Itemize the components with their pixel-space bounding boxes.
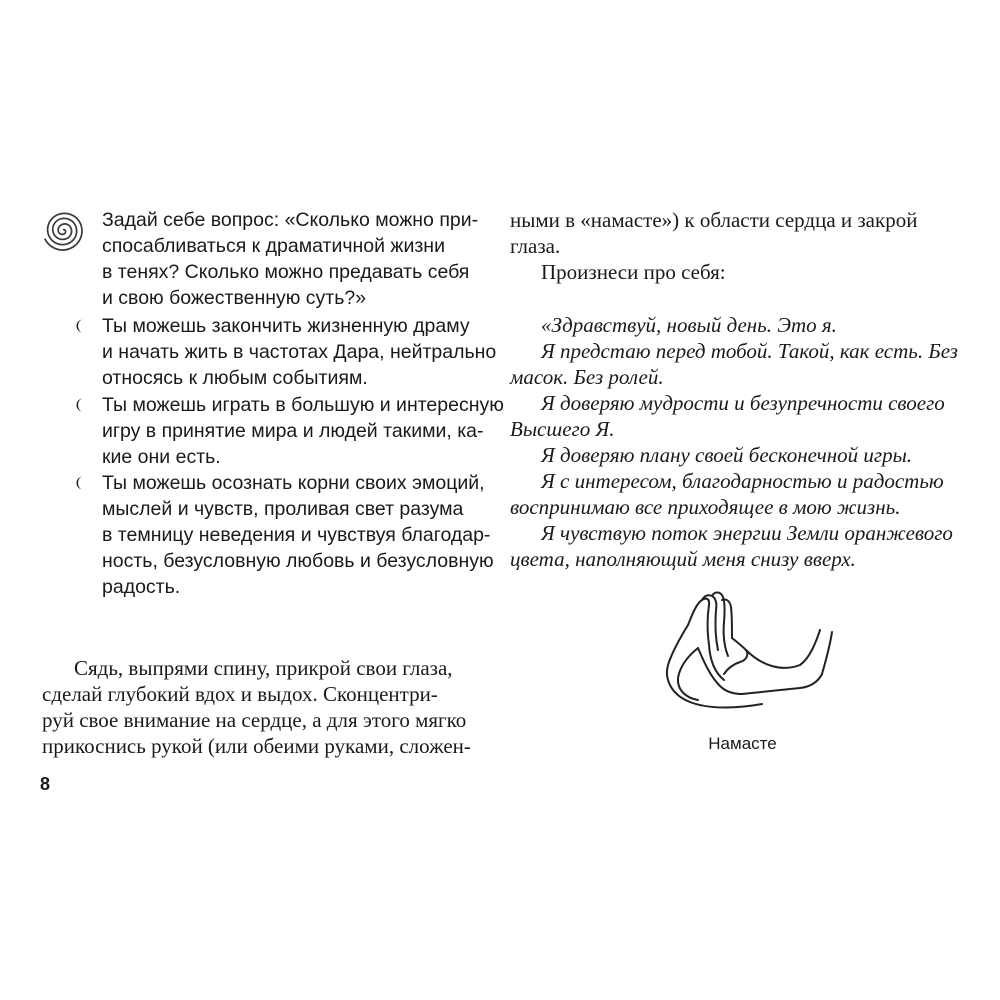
affirmation-line: Высшего Я. bbox=[510, 417, 615, 441]
moon-bullet-icon bbox=[74, 397, 88, 413]
affirmation-line: Я доверяю мудрости и безупречности своего bbox=[541, 391, 945, 415]
affirmation-line: «Здравствуй, новый день. Это я. bbox=[541, 313, 837, 337]
bullet-line: в темницу неведения и чувствуя благодар- bbox=[102, 524, 491, 546]
bullet-line: радость. bbox=[102, 576, 181, 598]
body-line: прикоснись рукой (или обеими руками, сложен- bbox=[42, 734, 471, 758]
affirmation-line: воспринимаю все приходящее в мою жизнь. bbox=[510, 495, 901, 519]
spiral-icon bbox=[40, 207, 86, 253]
bullet-line: Ты можешь играть в большую и интересную bbox=[102, 394, 504, 416]
affirmation-line: Я доверяю плану своей бесконечной игры. bbox=[541, 443, 913, 467]
moon-bullet-icon bbox=[74, 318, 88, 334]
affirmation-line: цвета, наполняющий меня снизу вверх. bbox=[510, 547, 856, 571]
body-line: Сядь, выпрями спину, прикрой свои глаза, bbox=[74, 656, 453, 680]
intro-line: в тенях? Сколько можно предавать себя bbox=[102, 261, 470, 283]
prompt-line: Произнеси про себя: bbox=[541, 260, 726, 284]
bullet-line: Ты можешь осознать корни своих эмоций, bbox=[102, 472, 485, 494]
body-line: сделай глубокий вдох и выдох. Сконцентри- bbox=[42, 682, 438, 706]
page-number: 8 bbox=[40, 774, 51, 794]
affirmation-line: Я предстаю перед тобой. Такой, как есть. Без bbox=[541, 339, 958, 363]
namaste-hands-icon bbox=[650, 590, 835, 730]
bullet-line: и начать жить в частотах Дара, нейтрально bbox=[102, 341, 497, 363]
illustration-caption: Намасте bbox=[708, 734, 777, 753]
body-line: руй свое внимание на сердце, а для этого мягко bbox=[42, 708, 467, 732]
intro-line: спосабливаться к драматичной жизни bbox=[102, 235, 445, 257]
bullet-line: кие они есть. bbox=[102, 446, 221, 468]
bullet-line: мыслей и чувств, проливая свет разума bbox=[102, 498, 464, 520]
bullet-line: относясь к любым событиям. bbox=[102, 367, 368, 389]
body-line: глаза. bbox=[510, 234, 561, 258]
body-line: ными в «намасте») к области сердца и закрой bbox=[510, 208, 918, 232]
affirmation-line: Я с интересом, благодарностью и радостью bbox=[541, 469, 944, 493]
affirmation-line: Я чувствую поток энергии Земли оранжевого bbox=[541, 521, 953, 545]
affirmation-line: масок. Без ролей. bbox=[510, 365, 664, 389]
intro-line: и свою божественную суть?» bbox=[102, 287, 367, 309]
bullet-line: Ты можешь закончить жизненную драму bbox=[102, 315, 470, 337]
bullet-line: ность, безусловную любовь и безусловную bbox=[102, 550, 494, 572]
bullet-line: игру в принятие мира и людей такими, ка- bbox=[102, 420, 484, 442]
intro-line: Задай себе вопрос: «Сколько можно при- bbox=[102, 209, 479, 231]
moon-bullet-icon bbox=[74, 475, 88, 491]
